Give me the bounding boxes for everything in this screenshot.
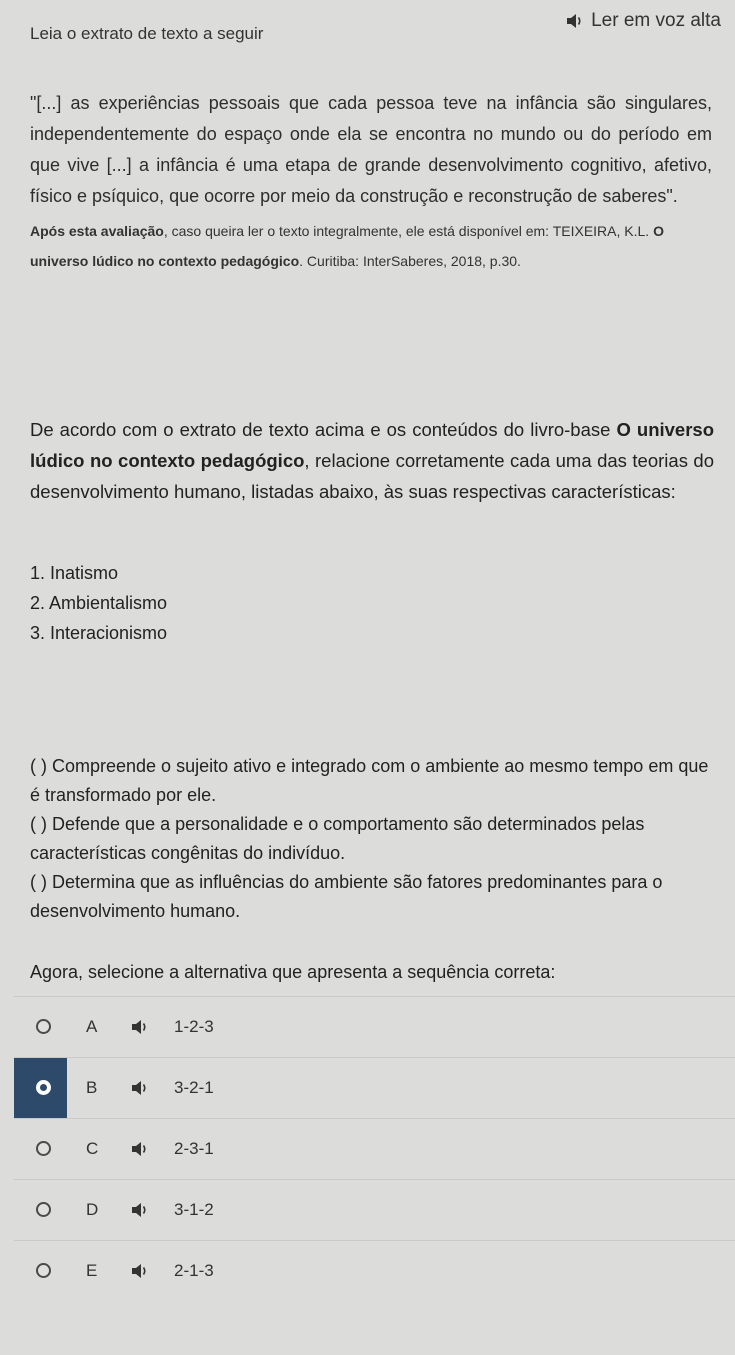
question-part2: , relacione corretamente cada uma das teorias do desenvolvimento humano, listadas abaixo, às suas respectivas características:	[30, 450, 714, 502]
radio-button[interactable]	[36, 1202, 51, 1217]
question-text	[30, 414, 714, 507]
theory-item: 3. Interacionismo	[30, 623, 168, 643]
theory-item: 1. Inatismo	[30, 563, 119, 583]
radio-button[interactable]	[36, 1019, 51, 1034]
option-d[interactable]	[14, 1179, 735, 1240]
theory-item: 2. Ambientalismo	[30, 593, 168, 613]
option-value: 3-2-1	[174, 1078, 214, 1097]
question-part1: De acordo com o extrato de texto acima e os conteúdos do livro-base	[30, 419, 617, 440]
statement-item: ( ) Determina que as influências do ambiente são fatores predominantes para o desenvolvimento humano.	[30, 872, 663, 921]
citation-title: O universo lúdico no contexto pedagógico	[30, 223, 664, 269]
option-value: 2-1-3	[174, 1261, 214, 1280]
quote-text: "[...] as experiências pessoais que cada pessoa teve na infância são singulares, independentemente do espaço onde ela se encontra no mundo ou do período em que vive [...] a infância é uma etapa de grande desenvolvimento cognitivo, afetivo, físico e psíquico, que ocorre por meio da construção e reconstrução de saberes".	[30, 93, 712, 206]
question-book-title: O universo lúdico no contexto pedagógico	[30, 419, 715, 471]
option-value: 2-3-1	[174, 1139, 214, 1158]
option-value: 1-2-3	[174, 1017, 214, 1036]
statement-item: ( ) Defende que a personalidade e o comportamento são determinados pelas características congênitas do indivíduo.	[30, 814, 645, 863]
option-b[interactable]	[14, 1057, 735, 1118]
radio-button[interactable]	[36, 1263, 51, 1278]
option-value: 3-1-2	[174, 1200, 214, 1219]
citation-suffix: . Curitiba: InterSaberes, 2018, p.30.	[299, 253, 521, 269]
theories-list	[30, 558, 167, 648]
option-a[interactable]	[14, 996, 735, 1057]
citation	[30, 216, 720, 276]
citation-prefix: Após esta avaliação	[30, 223, 164, 239]
speaker-icon[interactable]	[130, 1079, 150, 1097]
statements-list	[30, 752, 720, 926]
speaker-icon[interactable]	[130, 1201, 150, 1219]
statement-item: ( ) Compreende o sujeito ativo e integrado com o ambiente ao mesmo tempo em que é transformado por ele.	[30, 756, 709, 805]
option-letter: D	[86, 1200, 99, 1219]
citation-text: , caso queira ler o texto integralmente, ele está disponível em: TEIXEIRA, K.L.	[163, 223, 654, 239]
option-letter: B	[86, 1078, 98, 1097]
answer-options	[14, 996, 735, 1301]
option-letter: C	[86, 1139, 99, 1158]
option-e[interactable]	[14, 1240, 735, 1301]
read-aloud-label: Ler em voz alta	[591, 10, 721, 31]
speaker-icon[interactable]	[130, 1140, 150, 1158]
radio-button-selected[interactable]	[36, 1080, 51, 1095]
option-c[interactable]	[14, 1118, 735, 1179]
radio-button[interactable]	[36, 1141, 51, 1156]
read-aloud-button[interactable]	[565, 10, 721, 32]
speaker-icon[interactable]	[130, 1018, 150, 1036]
answer-prompt: Agora, selecione a alternativa que apresenta a sequência correta:	[30, 962, 556, 982]
intro-text: Leia o extrato de texto a seguir	[30, 24, 264, 43]
speaker-icon	[565, 12, 585, 30]
speaker-icon[interactable]	[130, 1262, 150, 1280]
option-letter: E	[86, 1261, 98, 1280]
option-letter: A	[86, 1017, 98, 1036]
